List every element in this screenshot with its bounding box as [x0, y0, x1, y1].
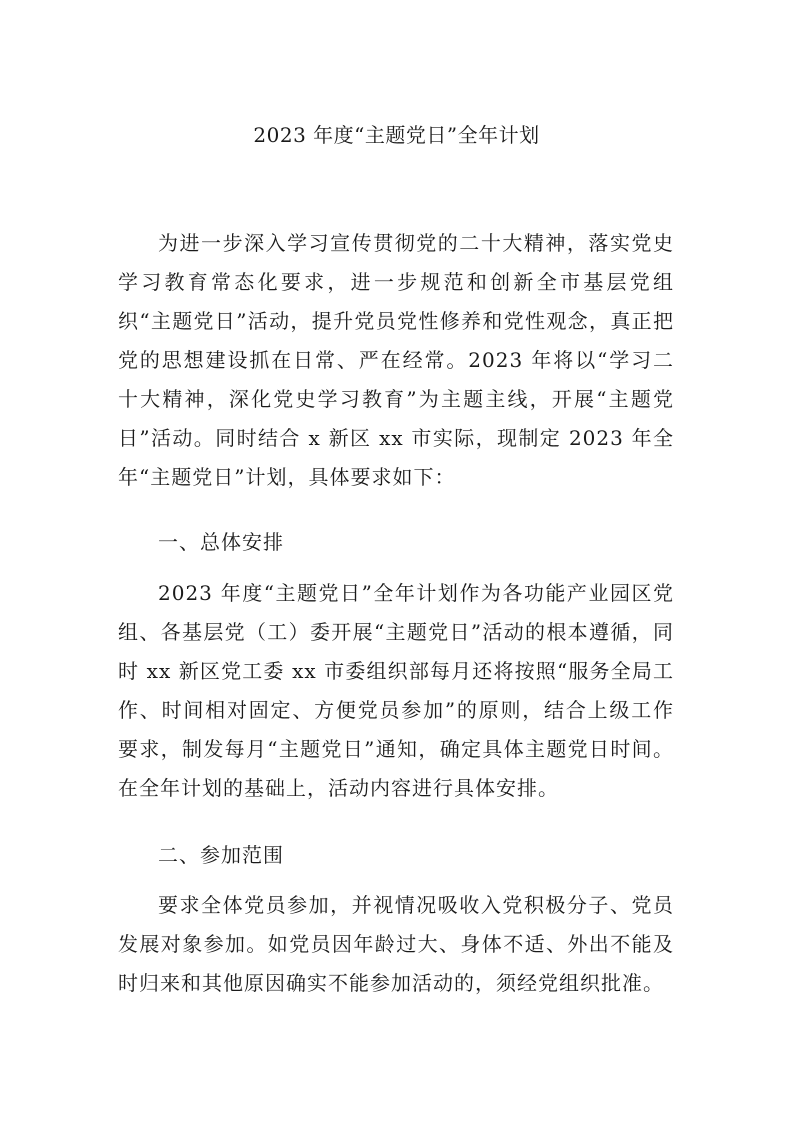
section-heading-participation-scope: 二、参加范围: [158, 843, 284, 867]
section-body-participation-scope: 要求全体党员参加，并视情况吸收入党积极分子、党员发展对象参加。如党员因年龄过大、身体不适、外出不能及时归来和其他原因确实不能参加活动的，须经党组织批准。: [118, 893, 674, 995]
section-heading-overall-arrangement: 一、总体安排: [158, 530, 284, 554]
intro-paragraph: 为进一步深入学习宣传贯彻党的二十大精神，落实党史学习教育常态化要求，进一步规范和创新全市基层党组织“主题党日”活动，提升党员党性修养和党性观念，真正把党的思想建设抓在日常、严在经常。2023 年将以“学习二十大精神，深化党史学习教育”为主题主线，开展“主题党日”活动。同时结合 x 新区 xx 市实际，现制定 2023 年全年“主题党日”计划，具体要求如下：: [118, 231, 674, 489]
section-body-overall-arrangement: 2023 年度“主题党日”全年计划作为各功能产业园区党组、各基层党（工）委开展“主题党日”活动的根本遵循，同时 xx 新区党工委 xx 市委组织部每月还将按照“服务全局工作、时间相对固定、方便党员参加”的原则，结合上级工作要求，制发每月“主题党日”通知，确定具体主题党日时间。在全年计划的基础上，活动内容进行具体安排。: [118, 581, 674, 800]
document-title: 2023 年度“主题党日”全年计划: [253, 123, 540, 147]
